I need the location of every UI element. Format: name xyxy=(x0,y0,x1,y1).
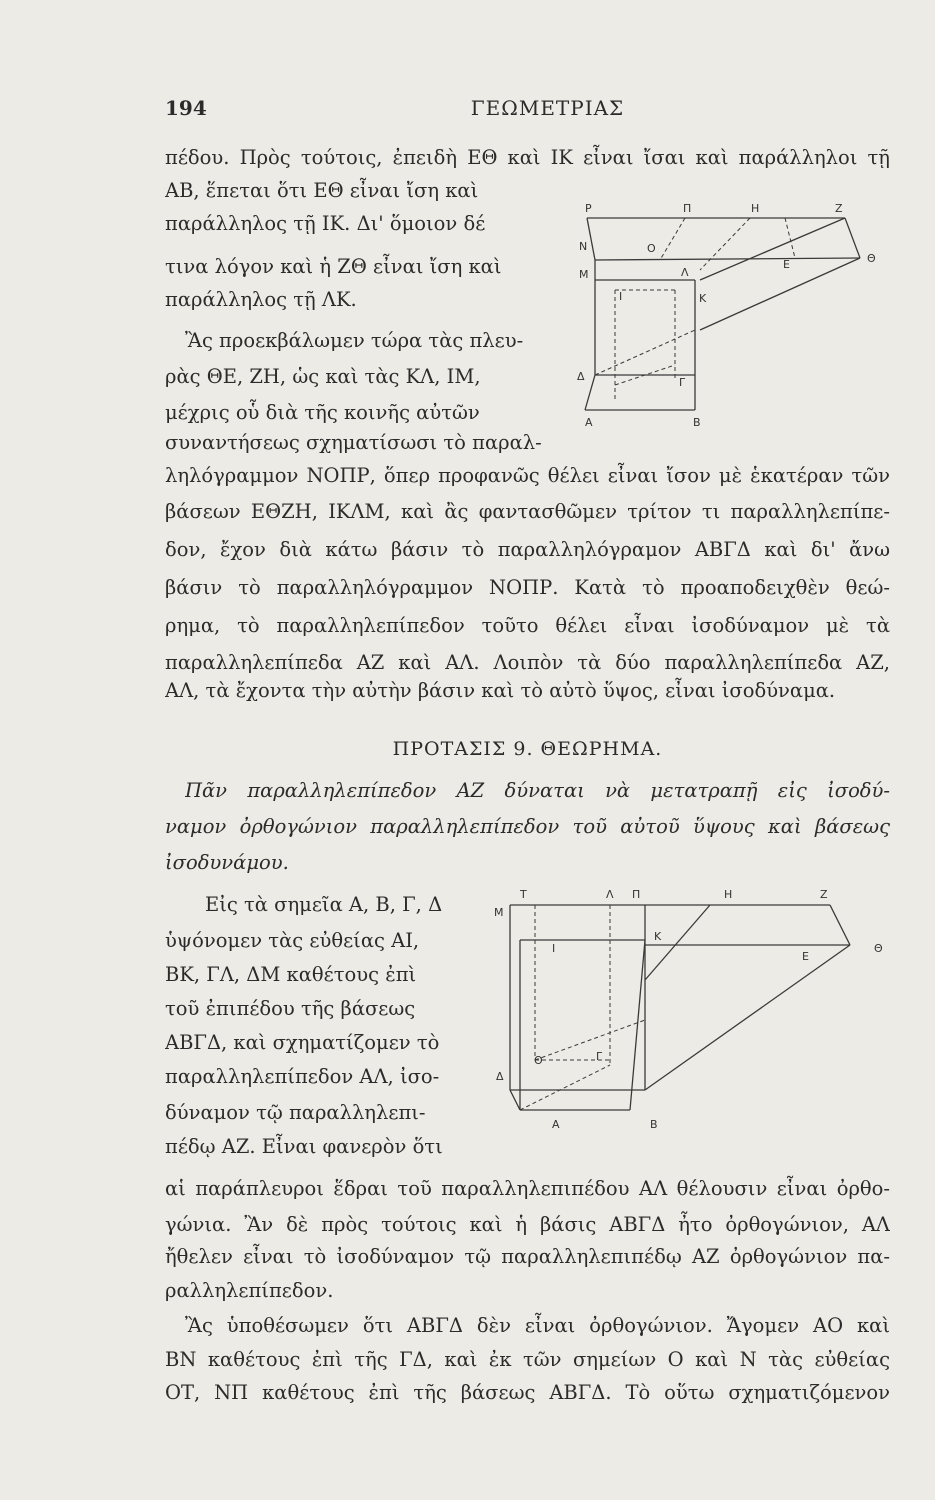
figure-2-edges xyxy=(510,905,850,1110)
fig1-label: Ρ xyxy=(585,202,592,215)
fig2-label: Α xyxy=(552,1118,560,1131)
fig1-label: Ε xyxy=(783,258,790,271)
statement-line: ἰσοδυνάμου. xyxy=(165,851,289,874)
text-line: παράλληλος τῇ ΛΚ. xyxy=(165,288,357,311)
fig1-label: Λ xyxy=(681,266,689,279)
fig2-label: Λ xyxy=(606,888,614,901)
text-line: δύναμον τῷ παραλληλεπι- xyxy=(165,1101,426,1124)
fig2-label: Γ xyxy=(596,1050,603,1063)
fig1-label: Ι xyxy=(619,290,623,303)
fig1-label: Γ xyxy=(679,376,686,389)
text-line: ΑΛ, τὰ ἔχοντα τὴν αὐτὴν βάσιν καὶ τὸ αὐτὸ ὕψος, εἶναι ἰσοδύναμα. xyxy=(165,679,836,702)
text-line: ρημα, τὸ παραλληλεπίπεδον τοῦτο θέλει εἶναι ἰσοδύναμον μὲ τὰ xyxy=(165,614,890,637)
text-line: τινα λόγον καὶ ἡ ΖΘ εἶναι ἴση καὶ xyxy=(165,255,502,278)
fig1-label: Κ xyxy=(699,292,707,305)
fig1-label: Ν xyxy=(579,240,588,253)
fig2-label: Ε xyxy=(802,950,809,963)
page-number: 194 xyxy=(165,96,207,120)
geometry-figure-1 xyxy=(555,190,895,430)
fig2-label: Β xyxy=(650,1118,658,1131)
fig2-label: Ζ xyxy=(820,888,828,901)
fig2-label: Ο xyxy=(534,1054,543,1067)
text-line: δον, ἔχον διὰ κάτω βάσιν τὸ παραλληλόγραμον ΑΒΓΔ καὶ δι' ἄνω xyxy=(165,538,890,561)
text-line: μέχρις οὗ διὰ τῆς κοινῆς αὐτῶν xyxy=(165,401,480,424)
text-line: Ἂς προεκβάλωμεν τώρα τὰς πλευ- xyxy=(185,329,524,352)
geometry-figure-2 xyxy=(490,880,890,1140)
text-line: ΒΚ, ΓΛ, ΔΜ καθέτους ἐπὶ xyxy=(165,963,417,986)
fig1-label: Η xyxy=(751,202,760,215)
text-line: παραλληλεπίπεδον ΑΛ, ἰσο- xyxy=(165,1065,440,1088)
text-line: Ἂς ὑποθέσωμεν ὅτι ΑΒΓΔ δὲν εἶναι ὀρθογώνιον. Ἄγομεν ΑΟ καὶ xyxy=(185,1314,890,1337)
text-line: ληλόγραμμον ΝΟΠΡ, ὅπερ προφανῶς θέλει εἶναι ἴσον μὲ ἑκατέραν τῶν xyxy=(165,464,890,487)
figure-1-labels xyxy=(577,202,876,429)
statement-line: ναμον ὀρθογώνιον παραλληλεπίπεδον τοῦ αὐτοῦ ὕψους καὶ βάσεως xyxy=(165,815,890,838)
text-line: πέδῳ ΑΖ. Εἶναι φανερὸν ὅτι xyxy=(165,1135,443,1158)
fig1-label: Β xyxy=(693,416,701,429)
text-line: ΑΒ, ἕπεται ὅτι ΕΘ εἶναι ἴση καὶ xyxy=(165,179,479,202)
fig1-label: Δ xyxy=(577,370,585,383)
fig2-label: Μ xyxy=(494,906,504,919)
page-header xyxy=(165,96,890,126)
text-line: ραλληλεπίπεδον. xyxy=(165,1279,334,1302)
text-line: συναντήσεως σχηματίσωσι τὸ παραλ- xyxy=(165,431,542,454)
text-line: βάσιν τὸ παραλληλόγραμμον ΝΟΠΡ. Κατὰ τὸ προαποδειχθὲν θεώ- xyxy=(165,576,890,599)
fig2-label: Κ xyxy=(654,930,662,943)
figure-2-labels xyxy=(494,888,883,1131)
text-line: ΟΤ, ΝΠ καθέτους ἐπὶ τῆς βάσεως ΑΒΓΔ. Τὸ οὕτω σχηματιζόμενον xyxy=(165,1381,890,1404)
fig1-label: Μ xyxy=(579,268,589,281)
fig2-label: Θ xyxy=(874,942,883,955)
text-line: ΑΒΓΔ, καὶ σχηματίζομεν τὸ xyxy=(165,1031,440,1054)
fig1-label: Ο xyxy=(647,242,656,255)
fig2-label: Δ xyxy=(496,1070,504,1083)
text-line: τοῦ ἐπιπέδου τῆς βάσεως xyxy=(165,997,416,1020)
fig1-label: Ζ xyxy=(835,202,843,215)
text-line: πέδου. Πρὸς τούτοις, ἐπειδὴ ΕΘ καὶ ΙΚ εἶναι ἴσαι καὶ παράλληλοι τῇ xyxy=(165,146,890,169)
text-line: παράλληλος τῇ ΙΚ. Δι' ὅμοιον δέ xyxy=(165,212,486,235)
fig2-label: Η xyxy=(724,888,733,901)
text-line: ὑψόνομεν τὰς εὐθείας ΑΙ, xyxy=(165,929,420,952)
figure-1-edges xyxy=(585,218,860,410)
fig2-label: Π xyxy=(632,888,641,901)
text-line: ρὰς ΘΕ, ΖΗ, ὡς καὶ τὰς ΚΛ, ΙΜ, xyxy=(165,365,481,388)
proposition-heading: ΠΡΟΤΑΣΙΣ 9. ΘΕΩΡΗΜΑ. xyxy=(392,738,663,760)
text-line: αἱ παράπλευροι ἕδραι τοῦ παραλληλεπιπέδου ΑΛ θέλουσιν εἶναι ὀρθο- xyxy=(165,1177,890,1200)
fig2-label: Ι xyxy=(552,942,556,955)
fig1-label: Π xyxy=(683,202,692,215)
fig1-label: Θ xyxy=(867,252,876,265)
text-line: βάσεων ΕΘΖΗ, ΙΚΛΜ, καὶ ἂς φαντασθῶμεν τρίτον τι παραλληλεπίπε- xyxy=(165,500,890,523)
running-title: ΓΕΩΜΕΤΡΙΑΣ xyxy=(470,96,625,120)
text-line: ἤθελεν εἶναι τὸ ἰσοδύναμον τῷ παραλληλεπιπέδῳ ΑΖ ὀρθογώνιον πα- xyxy=(165,1245,890,1268)
text-line: Εἰς τὰ σημεῖα Α, Β, Γ, Δ xyxy=(205,893,443,916)
text-line: γώνια. Ἂν δὲ πρὸς τούτοις καὶ ἡ βάσις ΑΒΓΔ ἦτο ὀρθογώνιον, ΑΛ xyxy=(165,1213,890,1236)
statement-line: Πᾶν παραλληλεπίπεδον ΑΖ δύναται νὰ μετατραπῇ εἰς ἰσοδύ- xyxy=(185,779,890,802)
fig1-label: Α xyxy=(585,416,593,429)
text-line: παραλληλεπίπεδα ΑΖ καὶ ΑΛ. Λοιπὸν τὰ δύο παραλληλεπίπεδα ΑΖ, xyxy=(165,651,890,674)
text-line: ΒΝ καθέτους ἐπὶ τῆς ΓΔ, καὶ ἐκ τῶν σημείων Ο καὶ Ν τὰς εὐθείας xyxy=(165,1348,890,1371)
fig2-label: Τ xyxy=(520,888,527,901)
